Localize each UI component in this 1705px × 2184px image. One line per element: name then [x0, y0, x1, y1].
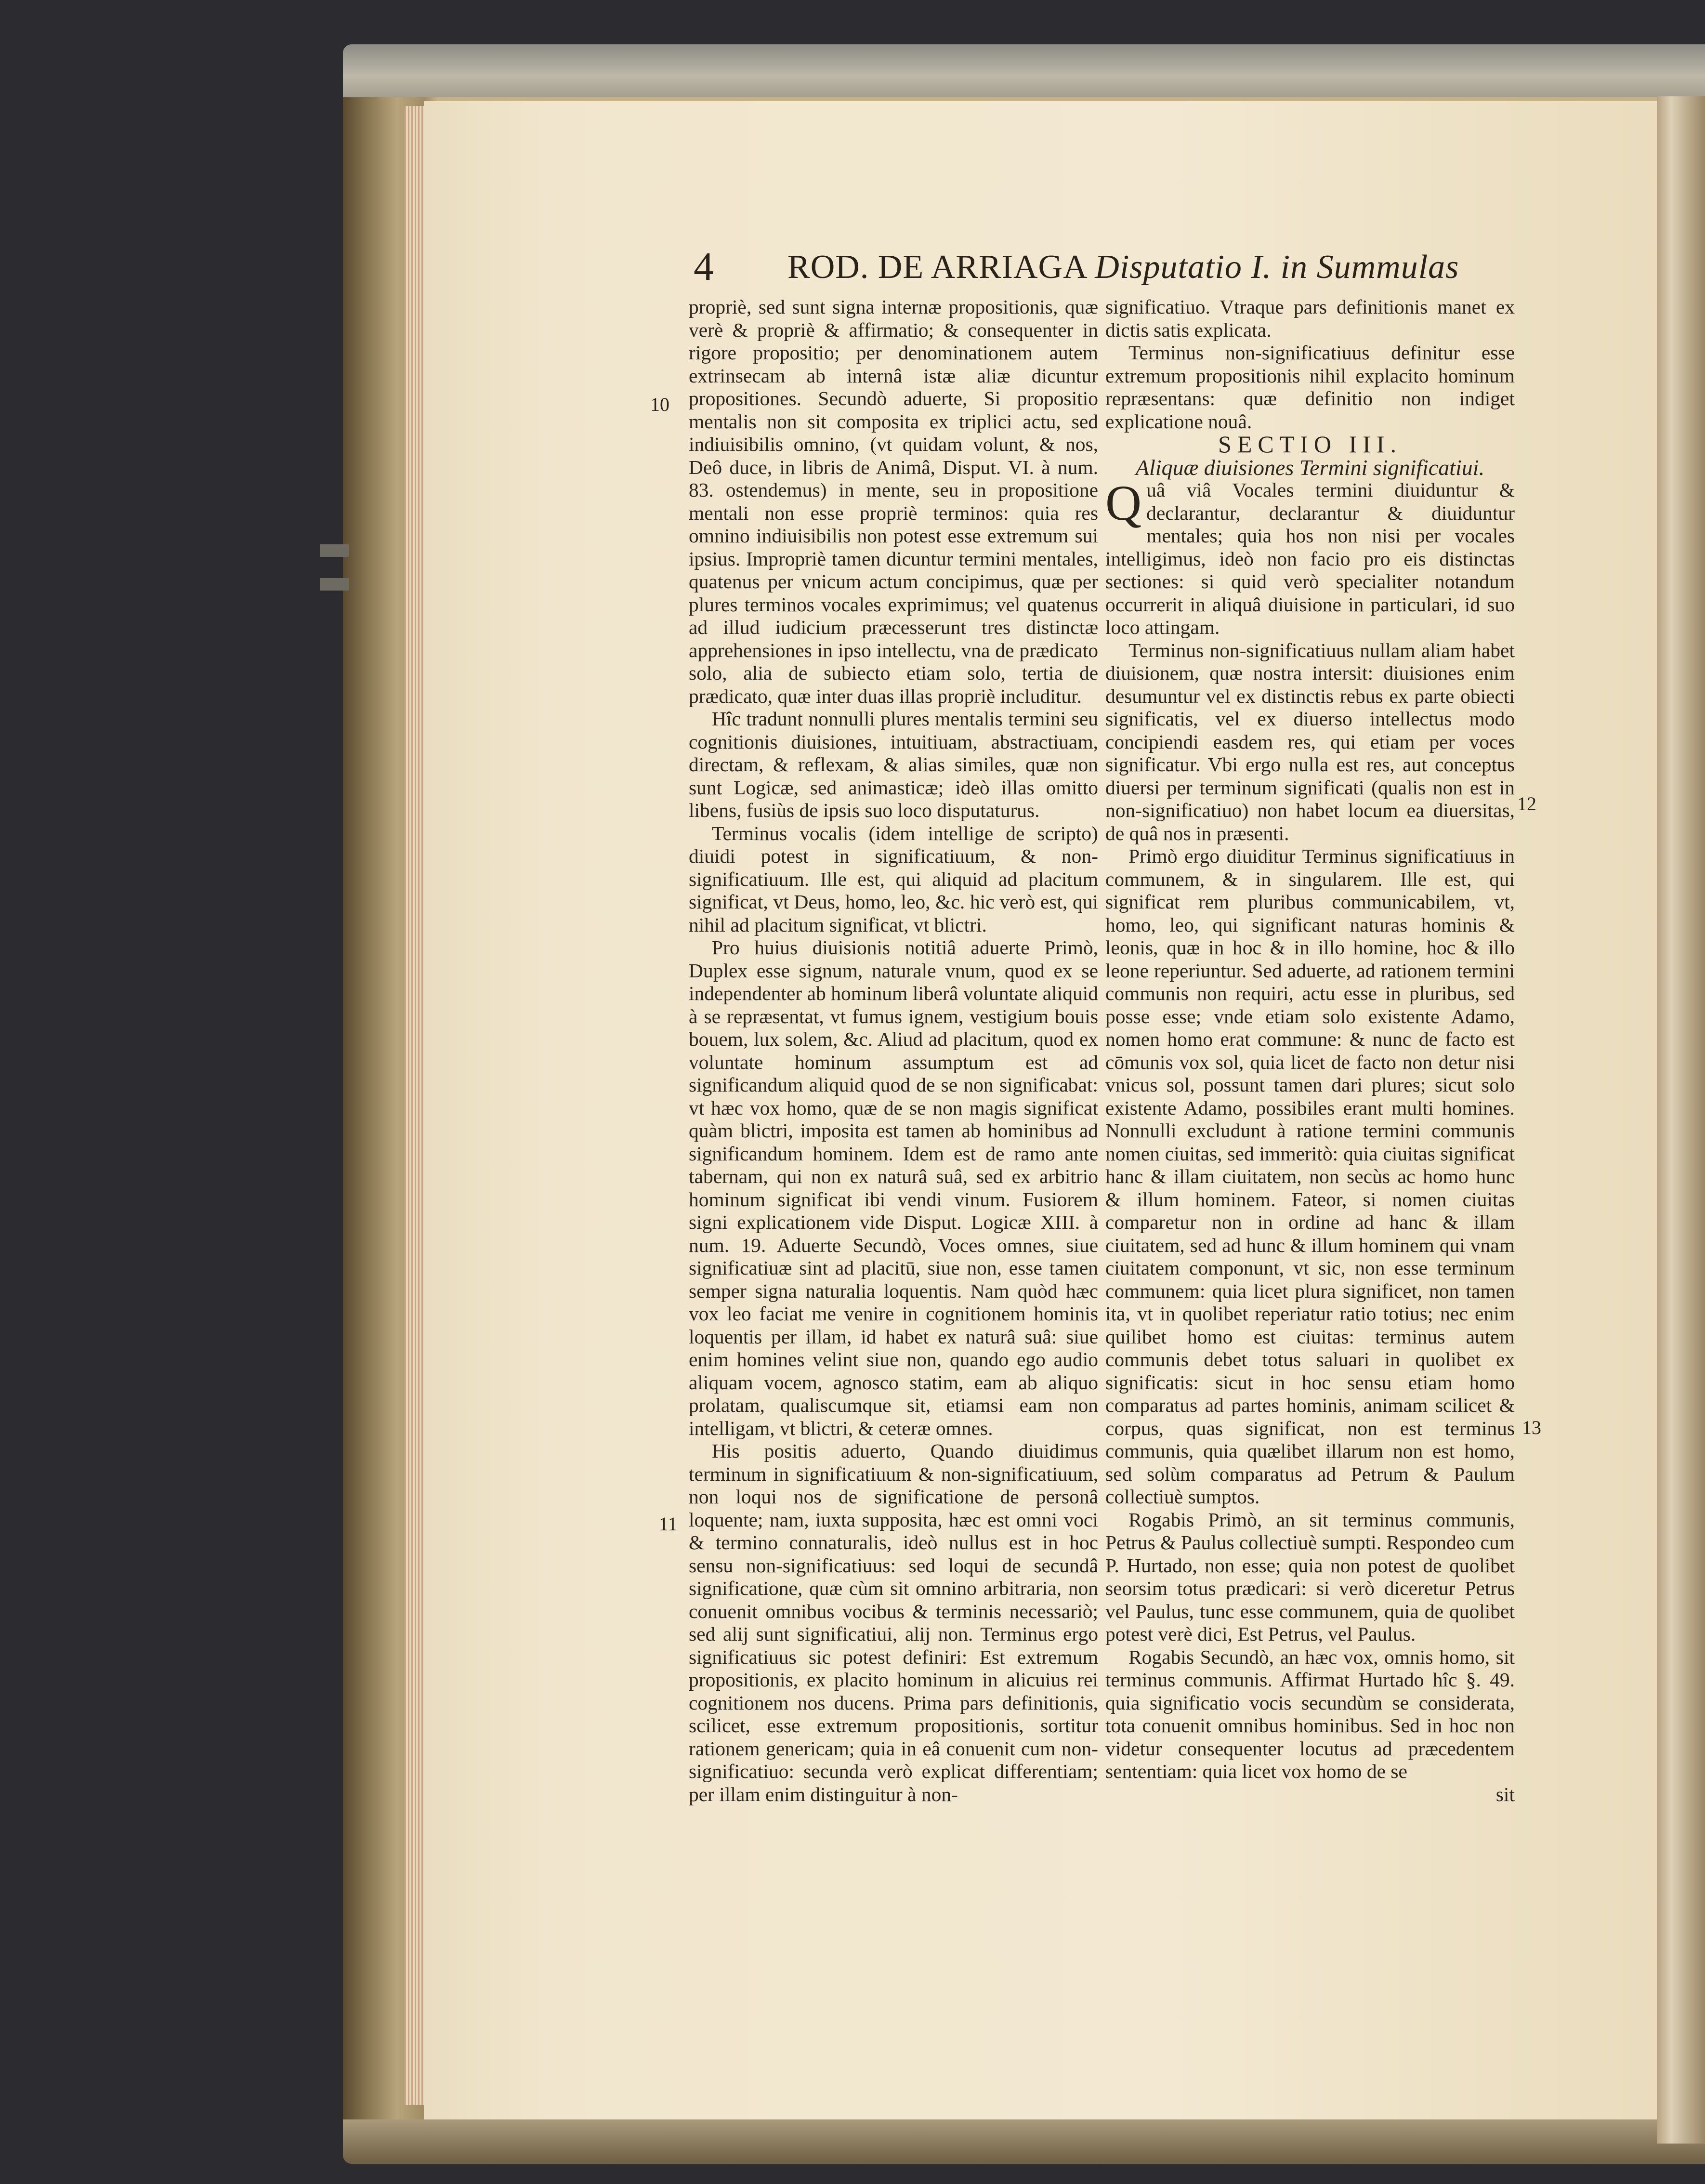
- section-subtitle: Aliquæ diuisiones Termini significatiui.: [1135, 455, 1485, 480]
- margin-number: 10: [650, 394, 669, 415]
- paragraph: propriè, sed sunt signa internæ propositionis, quæ verè & propriè & affirmatio; & consequenter in rigore propositio; per denominationem autem extrinsecam ab internâ istæ aliæ dicuntur propositiones. Secundò aduerte, Si propositio mentalis non sit composita ex triplici actu, sed indiuisibilis omnino, (vt quidam volunt, & nos, Deô duce, in libris de Animâ, Disput. VI. à num. 83. ostendemus) in mente, seu in propositione mentali non esse propriè terminos: quia res omnino indiuisibilis non potest esse extremum sui ipsius. Impropriè tamen dicuntur termini mentales, quatenus per vnicum actum concipimus, quæ per plures terminos vocales exprimimus; vel quatenus ad illud iudicium præcesserunt tres distinctæ apprehensiones in ipso intellectu, vna de prædicato solo, alia de subiecto etiam solo, tertia de prædicato, quæ inter duas illas propriè includitur.: [689, 296, 1098, 707]
- page-edges: [405, 106, 424, 2105]
- paragraph: His positis aduerto, Quando diuidimus terminum in significatiuum & non-significatiuum, non loqui nos de significatione de personâ loquente; nam, iuxta supposita, hæc est omni voci & termino connaturalis, ideò nullus est in hoc sensu non-significatiuus: sed loqui de secundâ significatione, quæ cùm sit omnino arbitraria, non conuenit omnibus vocibus & terminis necessariò; sed alij sunt significatiui, alij non. Terminus ergo significatiuus sic potest definiri: Est extremum propositionis, ex placito hominum in alicuius rei cognitionem nos ducens. Prima pars definitionis, scilicet, esse extremum propositionis, sortitur rationem genericam; quia in eâ conuenit cum non-significatiuo: secunda verò explicat differentiam; per illam enim distinguitur à non-: [689, 1440, 1098, 1805]
- catchword: sit: [1495, 1783, 1515, 1805]
- running-title-author: ROD. DE ARRIAGA: [787, 249, 1086, 286]
- section-heading: SECTIO III.: [1218, 431, 1402, 458]
- book-cover-bottom-edge: [343, 2119, 1705, 2164]
- right-column: [1105, 296, 1515, 1806]
- clasp-icon: [320, 578, 349, 591]
- margin-number: 12: [1517, 793, 1536, 815]
- paragraph: Rogabis Primò, an sit terminus communis, Petrus & Paulus collectiuè sumpti. Respondeo cum P. Hurtado, non esse; quia non potest de quolibet seorsim totus prædicari: si verò diceretur Petrus vel Paulus, tunc esse communem, quia de quolibet potest verè dici, Est Petrus, vel Paulus.: [1105, 1508, 1515, 1645]
- clasp-icon: [320, 544, 349, 557]
- running-head: [694, 243, 1483, 296]
- paragraph: [1105, 475, 1515, 639]
- book-cover-top-edge: [343, 44, 1705, 97]
- running-title: [787, 248, 1459, 287]
- paragraph: Pro huius diuisionis notitiâ aduerte Primò, Duplex esse signum, naturale vnum, quod ex se independenter ab hominum liberâ voluntate aliquid à se repræsentat, vt fumus ignem, vestigium bouis bouem, lux solem, &c. Aliud ad placitum, quod ex voluntate hominum assumptum est ad significandum aliquid quod de se non significabat: vt hæc vox homo, quæ de se non magis significat quàm blictri, imposita est tamen ab hominibus ad significandum hominem. Idem est de ramo ante tabernam, qui non ex naturâ suâ, sed ex arbitrio hominum significat ibi vendi vinum. Fusiorem signi explicationem vide Disput. Logicæ XIII. à num. 19. Aduerte Secundò, Voces omnes, siue significatiuæ sint ad placitū, siue non, esse tamen semper signa naturalia loquentis. Nam quòd hæc vox leo faciat me venire in cognitionem hominis loquentis per illam, id habet ex naturâ suâ: siue enim homines velint siue non, quando ego audio aliquam vocem, agnosco statim, eam ab aliquo prolatam, qualiscumque sit, etiamsi eam non intelligam, vt blictri, & ceteræ omnes.: [689, 936, 1098, 1439]
- left-column: [689, 296, 1098, 1806]
- paragraph: Hîc tradunt nonnulli plures mentalis termini seu cognitionis diuisiones, intuitiuam, abstractiuam, directam, & reflexam, & alias similes, quæ non sunt Logicæ, sed animasticæ; ideò illas omitto libens, fusiùs de ipsis suo loco disputaturus.: [689, 708, 1098, 821]
- paragraph: Rogabis Secundò, an hæc vox, omnis homo, sit terminus communis. Affirmat Hurtado hîc §. 49. quia significatio vocis secundùm se considerata, tota conuenit omnibus hominibus. Sed in hoc non videtur consequenter locutus ad præcedentem sententiam: quia licet vox homo de se: [1105, 1645, 1515, 1782]
- running-title-work: Disputatio I. in Summulas: [1095, 249, 1459, 286]
- facing-page-edge: [1657, 96, 1705, 2144]
- drop-cap: Q: [1105, 475, 1142, 531]
- margin-number: 11: [659, 1513, 678, 1535]
- page-number: 4: [694, 244, 714, 289]
- paragraph: Terminus non-significatiuus nullam aliam habet diuisionem, quæ nostra intersit: diuisiones enim desumuntur vel ex distinctis rebus ex parte obiecti significatis, vel ex diuerso intellectus modo concipiendi easdem res, qui etiam per voces significatur. Vbi ergo nulla est res, aut conceptus diuersi per terminum significati (qualis non est in non-significatiuo) non habet locum ea diuersitas, de quâ nos in præsenti.: [1105, 639, 1515, 844]
- paragraph: Primò ergo diuiditur Terminus significatiuus in communem, & in singularem. Ille est, qui significat rem pluribus communicabilem, vt, homo, leo, qui significant naturas hominis & leonis, quæ in hoc & in illo homine, hoc & illo leone reperiuntur. Sed aduerte, ad rationem termini communis non requiri, actu esse in pluribus, sed posse esse; vnde etiam solo existente Adamo, nomen homo erat commune: & nunc de facto est cōmunis vox sol, quia licet de facto non detur nisi vnicus sol, possunt tamen dari plures; sicut solo existente Adamo, possibiles erant multi homines. Nonnulli excludunt à ratione termini communis nomen ciuitas, sed immeritò: quia ciuitas significat hanc & illam ciuitatem, non secùs ac homo hunc & illum hominem. Fateor, si nomen ciuitas comparetur non in ordine ad hanc & illam ciuitatem, sed ad hunc & illum hominem qui vnam ciuitatem componunt, vt sic, non esse terminum communem: quia licet plura significet, non tamen ita, vt in quolibet reperiatur ratio totius; nec enim quilibet homo est ciuitas: terminus autem communis debet totus saluari in quolibet ex significatis: sicut in hoc sensu etiam homo comparatus ad partes hominis, animam scilicet & corpus, quas significat, non est terminus communis, quia quælibet illarum non est homo, sed solùm comparatus ad Petrum & Paulum collectiuè sumptos.: [1105, 845, 1515, 1508]
- paragraph: Terminus vocalis (idem intellige de scripto) diuidi potest in significatiuum, & non-significatiuum. Ille est, qui aliquid ad placitum significat, vt Deus, homo, leo, &c. hic verò est, qui nihil ad placitum significat, vt blictri.: [689, 822, 1098, 936]
- margin-number: 13: [1522, 1417, 1541, 1438]
- paragraph-text: uâ viâ Vocales termini diuiduntur & declarantur, declarantur & diuiduntur mentales; quia hos non nisi per vocales intelligimus, ideò non facio pro eis distinctas sectiones: si quid verò specialiter notandum occurrerit in aliquâ diuisione in particulari, id suo loco attingam.: [1105, 479, 1515, 638]
- paragraph: Terminus non-significatiuus definitur esse extremum propositionis nihil explacito hominum repræsentans: quæ definitio non indiget explicatione nouâ.: [1105, 342, 1515, 433]
- paragraph: significatiuo. Vtraque pars definitionis manet ex dictis satis explicata.: [1105, 296, 1515, 341]
